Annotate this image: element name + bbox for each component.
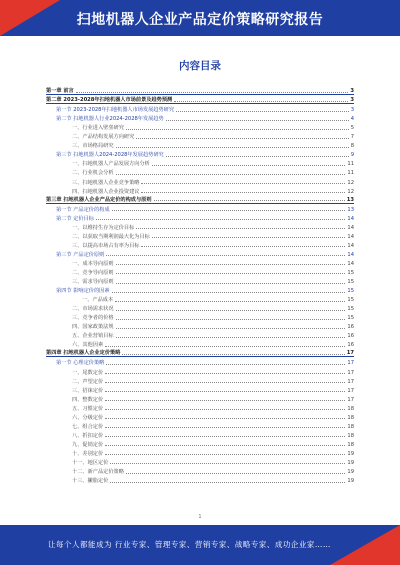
toc-entry-section[interactable] <box>46 249 354 258</box>
toc-entry-page: 14 <box>347 215 354 222</box>
toc-entry-page: 16 <box>347 324 354 331</box>
toc-entry-text: 九、促销定价 <box>72 441 104 448</box>
toc-entry-page: 19 <box>347 469 354 476</box>
toc-entry-item[interactable] <box>46 267 354 276</box>
toc-entry-chapter[interactable] <box>46 195 354 204</box>
toc-entry-page: 18 <box>347 414 354 421</box>
toc-entry-item[interactable] <box>46 366 354 375</box>
toc-leader-dots <box>126 129 349 130</box>
toc-entry-text: 三、市场格局研究 <box>72 143 114 150</box>
toc-entry-text: 十、差别定价 <box>72 450 104 457</box>
toc-leader-dots <box>105 436 345 437</box>
toc-leader-dots <box>105 391 345 392</box>
toc-entry-item[interactable] <box>46 140 354 149</box>
toc-entry-text: 三、以提高市场占有率为目标 <box>72 242 140 249</box>
toc-entry-text: 二、竞争导向原则 <box>72 269 114 276</box>
toc-entry-item[interactable] <box>46 312 354 321</box>
toc-entry-page: 15 <box>347 279 354 286</box>
report-title: 扫地机器人企业产品定价策略研究报告 <box>76 12 324 28</box>
toc-entry-text: 三、扫地机器人企业竞争策略 <box>72 179 140 186</box>
toc-leader-dots <box>112 210 346 211</box>
toc-leader-dots <box>105 382 345 383</box>
toc-entry-page: 18 <box>347 441 354 448</box>
toc-leader-dots <box>141 192 345 193</box>
toc-leader-dots <box>106 255 345 256</box>
toc-leader-dots <box>112 292 346 293</box>
toc-entry-page: 15 <box>347 306 354 313</box>
toc-entry-page: 5 <box>350 125 354 132</box>
toc-entry-page: 13 <box>347 206 354 213</box>
toc-entry-text: 一、产品成本 <box>82 297 114 304</box>
toc-entry-item[interactable] <box>46 303 354 312</box>
toc-entry-page: 19 <box>347 478 354 485</box>
toc-leader-dots <box>116 264 346 265</box>
toc-entry-item[interactable] <box>46 240 354 249</box>
toc-entry-page: 18 <box>347 423 354 430</box>
toc-entry-page: 11 <box>347 161 354 168</box>
toc-entry-page: 14 <box>347 224 354 231</box>
toc-entry-item[interactable] <box>46 430 354 439</box>
toc-leader-dots <box>141 246 345 247</box>
toc-entry-page: 16 <box>347 342 354 349</box>
toc-leader-dots <box>116 337 346 338</box>
toc-entry-item[interactable] <box>46 394 354 403</box>
toc-entry-text: 第三节 扫地机器人2024-2028年发展趋势研究 <box>56 152 164 159</box>
toc-entry-page: 18 <box>347 405 354 412</box>
toc-entry-text: 四、整数定价 <box>72 396 104 403</box>
footer-red-accent <box>330 525 400 565</box>
toc-title: 内容目录 <box>179 60 221 72</box>
toc-entry-section[interactable] <box>46 113 354 122</box>
toc-entry-text: 二、以获取当期利润最大化为目标 <box>72 233 150 240</box>
toc-leader-dots <box>105 409 345 410</box>
toc-entry-text: 第二章 2023-2028年扫地机器人市场前景及趋势预测 <box>46 97 173 104</box>
toc-leader-dots <box>105 427 345 428</box>
toc-entry-text: 第四章 扫地机器人企业定价策略 <box>46 350 121 357</box>
toc-leader-dots <box>105 400 345 401</box>
toc-entry-item[interactable] <box>46 186 354 195</box>
toc-entry-page: 9 <box>350 152 354 159</box>
toc-entry-page: 3 <box>350 88 354 95</box>
toc-entry-item[interactable] <box>46 122 354 131</box>
toc-leader-dots <box>116 273 346 274</box>
toc-entry-page: 17 <box>346 350 354 357</box>
toc-entry-text: 四、国家政策法规 <box>72 324 114 331</box>
toc-leader-dots <box>110 482 345 483</box>
toc-entry-page: 19 <box>347 459 354 466</box>
toc-leader-dots <box>174 101 348 102</box>
toc-entry-page: 3 <box>350 97 354 104</box>
toc-entry-page: 7 <box>350 134 354 141</box>
toc-entry-text: 第一节 2023-2028年扫地机器人市场发展趋势研究 <box>56 107 175 114</box>
toc-leader-dots <box>105 418 345 419</box>
toc-entry-item[interactable] <box>46 412 354 421</box>
toc-entry-item[interactable] <box>46 167 354 176</box>
toc-entry-page: 14 <box>347 260 354 267</box>
toc-entry-text: 三、招徕定价 <box>72 387 104 394</box>
toc-leader-dots <box>116 174 346 175</box>
toc-entry-page: 4 <box>350 116 354 123</box>
toc-entry-page: 17 <box>347 396 354 403</box>
toc-entry-text: 一、扫地机器人产品发展方向分析 <box>72 161 150 168</box>
toc-entry-page: 17 <box>347 360 354 367</box>
toc-entry-page: 15 <box>347 297 354 304</box>
toc-leader-dots <box>136 228 345 229</box>
toc-entry-text: 八、折扣定价 <box>72 432 104 439</box>
toc-entry-item[interactable] <box>46 321 354 330</box>
toc-entry-section[interactable] <box>46 104 354 113</box>
toc-entry-page: 14 <box>347 251 354 258</box>
toc-entry-item[interactable] <box>46 439 354 448</box>
toc-entry-text: 第三节 产品定价原则 <box>56 251 105 258</box>
toc-leader-dots <box>105 346 345 347</box>
toc-leader-dots <box>110 463 345 464</box>
toc-leader-dots <box>116 328 346 329</box>
toc-entry-text: 第四节 影响定价的因素 <box>56 288 110 295</box>
toc-entry-page: 15 <box>347 269 354 276</box>
toc-entry-text: 十三、撇脂定价 <box>72 478 109 485</box>
toc-leader-dots <box>166 156 349 157</box>
toc-leader-dots <box>152 165 346 166</box>
toc-entry-item[interactable] <box>46 222 354 231</box>
toc-leader-dots <box>166 120 349 121</box>
toc-entry-text: 二、行业机会分析 <box>72 170 114 177</box>
toc-leader-dots <box>126 473 346 474</box>
toc-entry-text: 一、以维持生存为定价目标 <box>72 224 135 231</box>
toc-leader-dots <box>136 138 348 139</box>
toc-entry-page: 12 <box>347 188 354 195</box>
toc-entry-text: 一、成本导向原则 <box>72 260 114 267</box>
toc-entry-text: 第一章 前言 <box>46 88 74 95</box>
toc-entry-page: 3 <box>350 107 354 114</box>
toc-entry-section[interactable] <box>46 204 354 213</box>
toc-leader-dots <box>116 283 346 284</box>
header-banner <box>0 0 400 36</box>
toc-entry-page: 8 <box>350 143 354 150</box>
toc-entry-item[interactable] <box>46 339 354 348</box>
toc-entry-text: 十二、新产品定价策略 <box>72 469 124 476</box>
toc-leader-dots <box>76 92 349 93</box>
toc-entry-text: 第二节 扫地机器人行业2024-2028年发展趋势 <box>56 116 164 123</box>
page-number: 1 <box>198 514 202 520</box>
toc-entry-page: 17 <box>347 387 354 394</box>
toc-entry-page: 14 <box>347 233 354 240</box>
toc-entry-item[interactable] <box>46 403 354 412</box>
toc-entry-text: 第二节 定价目标 <box>56 215 94 222</box>
toc-entry-text: 二、声望定价 <box>72 378 104 385</box>
table-of-contents <box>46 86 354 484</box>
toc-entry-section[interactable] <box>46 149 354 158</box>
toc-entry-page: 17 <box>347 378 354 385</box>
toc-entry-chapter[interactable] <box>46 86 354 95</box>
toc-entry-text: 六、其他因素 <box>72 342 104 349</box>
toc-entry-section[interactable] <box>46 285 354 294</box>
toc-entry-text: 第三章 扫地机器人企业产品定价的构成与原则 <box>46 196 152 203</box>
toc-entry-page: 17 <box>347 369 354 376</box>
toc-entry-item[interactable] <box>46 376 354 385</box>
toc-entry-page: 16 <box>347 333 354 340</box>
toc-entry-item[interactable] <box>46 330 354 339</box>
toc-entry-text: 五、习惯定价 <box>72 405 104 412</box>
toc-entry-page: 11 <box>347 170 354 177</box>
footer-slogan: 让每个人都能成为 行业专家、管理专家、营销专家、战略专家、成功企业家…… <box>48 540 331 549</box>
toc-entry-text: 二、产品结构发展方向研究 <box>72 134 135 141</box>
toc-entry-item[interactable] <box>46 448 354 457</box>
toc-leader-dots <box>176 111 349 112</box>
toc-entry-page: 15 <box>347 315 354 322</box>
toc-entry-chapter[interactable] <box>46 95 354 104</box>
toc-leader-dots <box>105 373 345 374</box>
toc-leader-dots <box>116 319 346 320</box>
toc-entry-page: 15 <box>347 288 354 295</box>
toc-entry-text: 七、组合定价 <box>72 423 104 430</box>
toc-entry-item[interactable] <box>46 466 354 475</box>
toc-entry-page: 14 <box>347 242 354 249</box>
toc-leader-dots <box>96 219 345 220</box>
toc-leader-dots <box>116 147 349 148</box>
toc-entry-text: 二、市场需求状况 <box>72 306 114 313</box>
toc-leader-dots <box>152 237 346 238</box>
toc-entry-item[interactable] <box>46 385 354 394</box>
toc-leader-dots <box>122 354 344 355</box>
toc-entry-sub[interactable] <box>46 294 354 303</box>
toc-entry-item[interactable] <box>46 158 354 167</box>
toc-entry-page: 19 <box>347 450 354 457</box>
toc-entry-item[interactable] <box>46 475 354 484</box>
toc-entry-section[interactable] <box>46 213 354 222</box>
toc-leader-dots <box>106 364 345 365</box>
toc-entry-text: 第一节 产品定价的构成 <box>56 206 110 213</box>
toc-leader-dots <box>105 454 345 455</box>
toc-leader-dots <box>105 445 345 446</box>
toc-entry-page: 18 <box>347 432 354 439</box>
toc-leader-dots <box>154 200 345 201</box>
toc-entry-page: 13 <box>346 196 354 203</box>
toc-entry-item[interactable] <box>46 231 354 240</box>
toc-entry-text: 一、尾数定价 <box>72 369 104 376</box>
toc-entry-text: 六、分级定价 <box>72 414 104 421</box>
toc-leader-dots <box>116 310 346 311</box>
footer-banner <box>0 525 400 565</box>
toc-leader-dots <box>141 183 345 184</box>
toc-entry-item[interactable] <box>46 131 354 140</box>
toc-entry-chapter[interactable] <box>46 348 354 357</box>
toc-entry-item[interactable] <box>46 421 354 430</box>
toc-entry-item[interactable] <box>46 457 354 466</box>
toc-entry-text: 一、行业进入壁垒研究 <box>72 125 124 132</box>
toc-leader-dots <box>115 301 345 302</box>
toc-entry-text: 三、需求导向原则 <box>72 279 114 286</box>
toc-entry-text: 三、竞争者的价格 <box>72 315 114 322</box>
toc-entry-item[interactable] <box>46 176 354 185</box>
toc-entry-item[interactable] <box>46 276 354 285</box>
toc-entry-text: 四、扫地机器人企业投资建议 <box>72 188 140 195</box>
toc-entry-text: 五、企业营销目标 <box>72 333 114 340</box>
toc-entry-item[interactable] <box>46 258 354 267</box>
toc-entry-text: 十一、地区定价 <box>72 459 109 466</box>
toc-entry-section[interactable] <box>46 357 354 366</box>
toc-entry-page: 12 <box>347 179 354 186</box>
toc-entry-text: 第一节 心理定价策略 <box>56 360 105 367</box>
